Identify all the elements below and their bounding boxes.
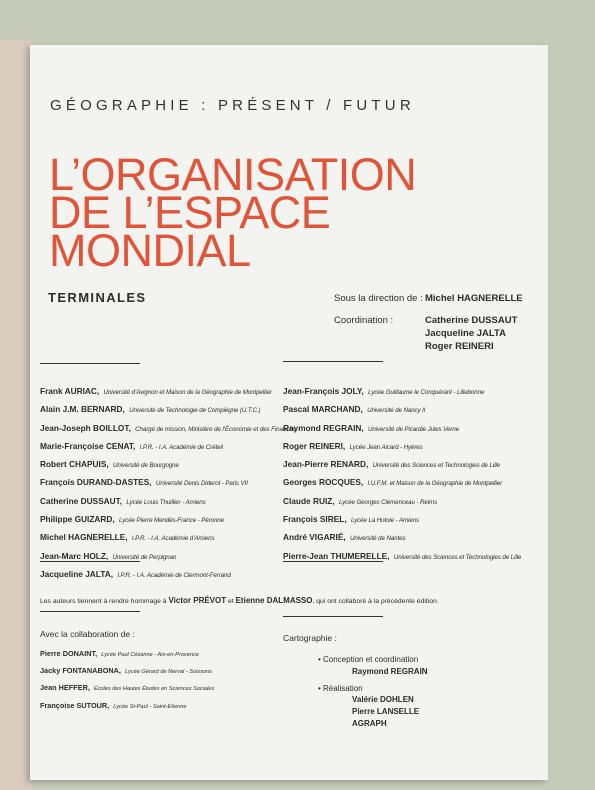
person-name: Philippe GUIZARD, — [40, 514, 115, 525]
author-row — [40, 529, 295, 547]
person-affiliation: Lycée St-Paul - Saint-Étienne — [113, 703, 187, 710]
person-affiliation: Université de Nancy II — [367, 407, 426, 415]
author-row — [283, 548, 521, 566]
person-affiliation: Université de Perpignan — [112, 553, 177, 561]
author-row — [40, 383, 295, 401]
coordinator-name: Catherine DUSSAUT — [425, 315, 518, 326]
authors-left-list — [40, 383, 295, 584]
person-affiliation: I.P.R. - I.A. Académie de Clermont-Ferrand — [117, 571, 231, 579]
person-name: Jean HEFFER, — [40, 683, 90, 693]
person-name: Jean-François JOLY, — [283, 386, 364, 396]
person-name: Alain J.M. BERNARD, — [40, 404, 125, 415]
person-name: Pascal MARCHAND, — [283, 404, 363, 415]
person-name: Jacky FONTANABONA, — [40, 666, 121, 676]
person-name: André VIGARIÉ, — [283, 532, 346, 543]
author-row — [283, 420, 521, 438]
series-title: GÉOGRAPHIE : PRÉSENT / FUTUR — [50, 97, 415, 114]
person-affiliation: Écoles des Hautes Études en Sciences Sociales — [93, 686, 215, 693]
person-affiliation: Université de Picardie Jules Verne — [367, 425, 459, 433]
book-spine — [0, 40, 32, 790]
person-affiliation: Université d’Avignon et Maison de la Géographie de Montpellier — [103, 389, 272, 396]
author-row — [40, 511, 295, 529]
author-row — [283, 529, 521, 547]
author-row — [40, 548, 295, 566]
person-name: Catherine DUSSAUT, — [40, 495, 123, 506]
title-line-1: L’ORGANISATION — [49, 149, 417, 200]
divider — [40, 611, 140, 612]
divider — [40, 363, 140, 364]
collaborator-row — [40, 698, 214, 715]
coordinator-name: Roger REINERI — [425, 341, 494, 352]
level-label: TERMINALES — [48, 290, 147, 305]
person-affiliation: Université Denis Diderot - Paris VII — [155, 480, 248, 488]
person-affiliation: Université des Sciences et Technologies de Lille — [372, 462, 501, 470]
author-row — [283, 383, 521, 401]
collaborator-row — [40, 680, 214, 697]
person-name: Jacqueline JALTA, — [40, 568, 113, 579]
title-line-2: DE L’ESPACE — [49, 187, 331, 238]
collaborator-row — [40, 646, 214, 663]
realisation-label: • Réalisation — [318, 684, 363, 693]
book-title — [49, 149, 417, 276]
person-name: Michel HAGNERELLE, — [40, 532, 128, 543]
realisation-name: Valérie DOHLEN — [352, 695, 414, 704]
author-row — [40, 401, 295, 419]
direction-label: Sous la direction de : — [334, 293, 423, 304]
person-affiliation: Université de Nantes — [350, 535, 406, 543]
direction-name: Michel HAGNERELLE — [425, 293, 523, 304]
author-row — [283, 438, 521, 456]
person-name: François DURAND-DASTES, — [40, 477, 152, 488]
coordinator-name: Jacqueline JALTA — [425, 328, 506, 339]
author-row — [40, 438, 295, 456]
author-row — [40, 566, 295, 584]
divider — [283, 561, 383, 562]
divider — [40, 561, 140, 562]
author-row — [283, 401, 521, 419]
author-row — [283, 493, 521, 511]
divider — [283, 616, 383, 617]
person-affiliation: Université de Bourgogne — [113, 462, 179, 470]
collaborators-list — [40, 646, 214, 715]
person-name: Marie-Françoise CENAT, — [40, 440, 136, 451]
author-row — [283, 474, 521, 492]
authors-right-list — [283, 383, 521, 566]
person-affiliation: Lycée Jean Aicard - Hyères — [349, 443, 423, 451]
person-affiliation: Université de Technologie de Compiègne (U.T.C.) — [129, 407, 261, 415]
person-name: Raymond REGRAIN, — [283, 422, 364, 433]
person-affiliation: I.U.F.M. et Maison de la Géographie de Montpellier — [367, 480, 503, 488]
realisation-name: AGRAPH — [352, 719, 387, 728]
person-name: Frank AURIAC, — [40, 386, 100, 396]
conception-label: • Conception et coordination — [318, 655, 419, 664]
author-row — [40, 420, 295, 438]
collaborator-row — [40, 663, 214, 680]
person-name: Roger REINERI, — [283, 440, 346, 451]
author-row — [40, 493, 295, 511]
collaboration-heading: Avec la collaboration de : — [40, 629, 135, 639]
person-affiliation: Chargé de mission, Ministère de l’Économie et des Finances — [135, 425, 296, 433]
person-affiliation: Lycée Louis Thuillier - Amiens — [126, 498, 206, 506]
author-row — [40, 456, 295, 474]
person-name: Françoise SUTOUR, — [40, 700, 110, 710]
person-affiliation: I.P.R. - I.A. Académie d’Amiens — [131, 535, 215, 543]
person-name: François SIREL, — [283, 514, 347, 525]
person-affiliation: Université des Sciences et Technologies de Lille — [393, 553, 522, 561]
title-line-3: MONDIAL — [49, 225, 251, 276]
person-name: Claude RUIZ, — [283, 495, 335, 506]
coordination-label: Coordination : — [334, 315, 394, 326]
author-row — [283, 511, 521, 529]
person-name: Jean-Joseph BOILLOT, — [40, 422, 131, 433]
realisation-name: Pierre LANSELLE — [352, 707, 420, 716]
divider — [283, 361, 383, 362]
person-affiliation: Lycée Pierre Mendès-France - Péronne — [119, 517, 224, 525]
person-affiliation: Lycée Paul Cézanne - Aix-en-Provence — [101, 652, 199, 658]
author-row — [283, 456, 521, 474]
person-name: Pierre DONAINT, — [40, 649, 98, 658]
author-row — [40, 474, 295, 492]
person-name: Jean-Marc HOLZ, — [40, 550, 109, 561]
person-affiliation: Lycée Georges Clémenceau - Reims — [338, 498, 438, 506]
person-affiliation: I.P.R. - I.A. Académie de Créteil — [139, 443, 223, 451]
person-name: Jean-Pierre RENARD, — [283, 459, 369, 470]
homage-text: Les auteurs tiennent à rendre hommage à Victor PRÉVOT et Etienne DALMASSO, qui ont collaboré à la précédente édition. — [40, 596, 439, 605]
person-affiliation: Lycée Guillaume le Conquérant - Lillebonne — [368, 389, 485, 396]
person-name: Pierre-Jean THUMERELLE, — [283, 550, 390, 561]
person-name: Georges ROCQUES, — [283, 477, 364, 488]
person-affiliation: Lycée Gérard de Nerval - Soissons — [125, 669, 212, 676]
conception-name: Raymond REGRAIN — [352, 667, 428, 676]
person-name: Robert CHAPUIS, — [40, 459, 109, 470]
cartography-heading: Cartographie : — [283, 633, 337, 643]
person-affiliation: Lycée La Hotoie - Amiens — [350, 517, 420, 525]
